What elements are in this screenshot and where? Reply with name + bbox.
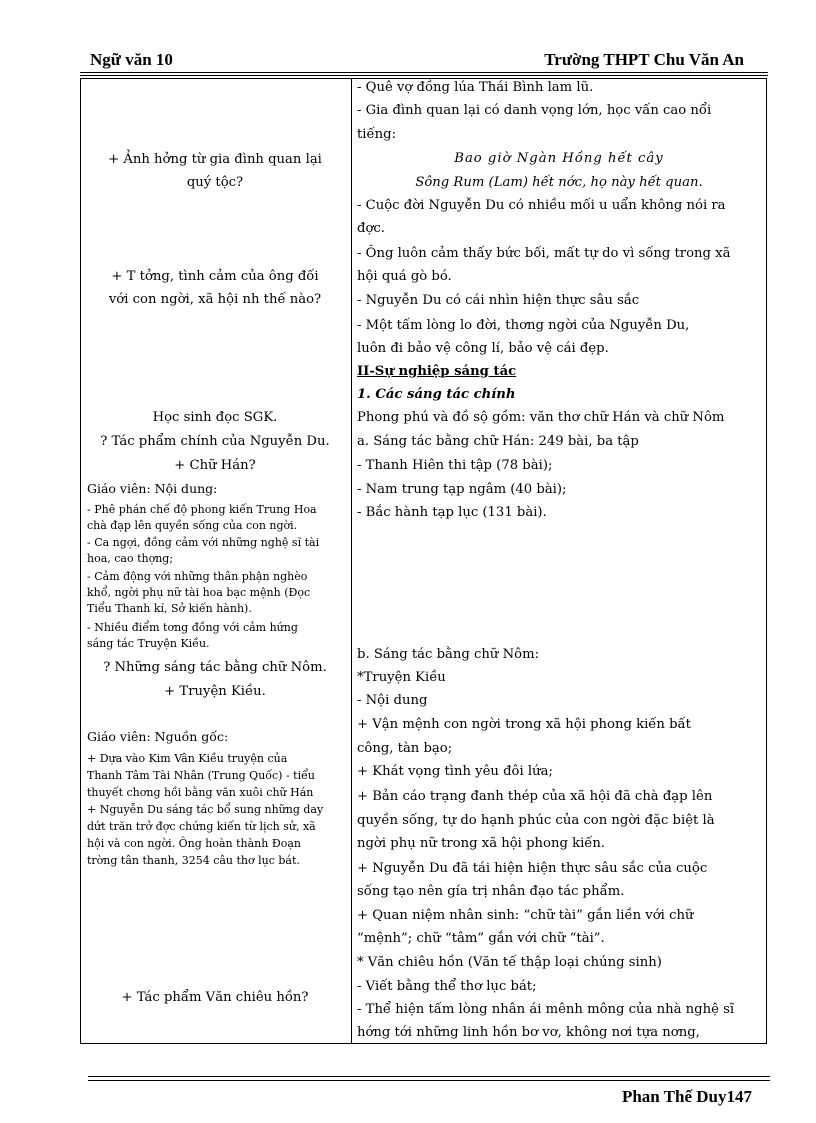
header-subject: Ngữ văn 10 <box>90 50 173 69</box>
header-school: Trường THPT Chu Văn An <box>544 50 744 69</box>
left-note-line: khổ, ngời phụ nữ tài hoa bạc mệnh (Đọc <box>87 586 311 599</box>
right-line: - Viết bằng thể thơ lục bát; <box>357 979 537 994</box>
right-line: tiếng: <box>357 127 397 142</box>
footer-rule-2 <box>88 1080 770 1081</box>
right-poem-line: Bao giờ Ngàn Hồng hết cây <box>454 151 664 166</box>
right-line: quyền sống, tự do hạnh phúc của con ngời đặc biệt là <box>357 813 715 828</box>
right-line: b. Sáng tác bằng chữ Nôm: <box>357 647 540 662</box>
left-origin-line: + Nguyễn Du sáng tác bổ sung những day <box>87 803 324 816</box>
right-line: hớng tới những linh hồn bơ vơ, không nơi tựa nơng, <box>357 1025 700 1040</box>
left-note-line: sáng tác Truyện Kiều. <box>87 637 210 650</box>
right-line: hội quá gò bó. <box>357 269 452 284</box>
right-line: - Nguyễn Du có cái nhìn hiện thực sâu sắc <box>357 293 640 308</box>
left-question-thought-2: với con ngời, xã hội nh thế nào? <box>108 292 322 307</box>
right-line: - Thể hiện tấm lòng nhân ái mênh mông của nhà nghệ sĩ <box>357 1002 735 1017</box>
footer-author-page: Phan Thế Duy147 <box>621 1087 752 1106</box>
right-line: - Nội dung <box>357 693 428 708</box>
left-note-line: Tiểu Thanh kí, Sở kiến hành). <box>87 602 252 615</box>
footer-rule <box>88 1076 770 1077</box>
right-line: * Văn chiêu hồn (Văn tế thập loại chúng sinh) <box>357 955 662 970</box>
left-origin-line: trờng tân thanh, 3254 câu thơ lục bát. <box>87 854 300 867</box>
left-chu-han: + Chữ Hán? <box>174 458 256 473</box>
left-teacher-content: Giáo viên: Nội dung: <box>87 481 218 496</box>
right-line: + Bản cáo trạng đanh thép của xã hội đã chà đạp lên <box>357 789 713 804</box>
right-poem-line: Sông Rum (Lam) hết nớc, họ này hết quan. <box>415 175 703 190</box>
left-note-line: hoa, cao thợng; <box>87 552 174 565</box>
left-truyen-kieu: + Truyện Kiều. <box>164 684 266 699</box>
right-line: a. Sáng tác bằng chữ Hán: 249 bài, ba tập <box>357 434 639 449</box>
left-note-line: - Phê phán chế độ phong kiến Trung Hoa <box>87 503 317 516</box>
right-line: công, tàn bạo; <box>357 741 453 756</box>
right-line: - Ông luôn cảm thấy bức bối, mất tự do vì sống trong xã <box>357 246 731 261</box>
right-line: - Thanh Hiên thi tập (78 bài); <box>357 458 553 473</box>
left-question-works: ? Tác phẩm chính của Nguyễn Du. <box>100 434 330 449</box>
left-note-line: - Nhiều điểm tơng đồng với cảm hứng <box>87 621 298 634</box>
right-line: - Bắc hành tạp lục (131 bài). <box>357 505 547 520</box>
right-line: + Khát vọng tình yêu đôi lứa; <box>357 764 553 779</box>
lesson-table <box>80 78 767 1044</box>
left-origin-line: dứt trăn trở đợc chứng kiến từ lịch sử, xã <box>87 820 316 833</box>
right-line: + Quan niệm nhân sinh: “chữ tài” gắn liền với chữ <box>357 908 694 923</box>
right-line: - Một tấm lòng lo đời, thơng ngời của Nguyễn Du, <box>357 318 690 333</box>
left-origin-line: hội và con ngời. Ông hoàn thành Đoạn <box>87 837 301 850</box>
subsection-heading: 1. Các sáng tác chính <box>357 387 516 402</box>
right-line: luôn đi bảo vệ công lí, bảo vệ cái đẹp. <box>357 341 609 356</box>
section-heading: II-Sự nghiệp sáng tác <box>357 364 517 379</box>
right-line: + Vận mệnh con ngời trong xã hội phong kiến bất <box>357 717 691 732</box>
left-question-family: + Ảnh hởng từ gia đình quan lại <box>108 152 322 167</box>
left-note-line: - Ca ngợi, đồng cảm với những nghệ sĩ tài <box>87 536 320 549</box>
right-line: - Nam trung tạp ngâm (40 bài); <box>357 482 567 497</box>
right-line: - Cuộc đời Nguyễn Du có nhiều mối u uẩn không nói ra <box>357 198 726 213</box>
left-question-nom: ? Những sáng tác bằng chữ Nôm. <box>103 660 327 675</box>
left-origin-line: Thanh Tâm Tài Nhân (Trung Quốc) - tiểu <box>87 769 315 782</box>
left-question-thought: + T tởng, tình cảm của ông đối <box>111 269 319 284</box>
left-teacher-origin: Giáo viên: Nguồn gốc: <box>87 729 229 744</box>
left-origin-line: thuyết chơng hồi bằng văn xuôi chữ Hán <box>87 786 314 799</box>
left-question-family-2: quý tộc? <box>186 175 244 190</box>
right-line: + Nguyễn Du đã tái hiện hiện thực sâu sắc của cuộc <box>357 861 708 876</box>
right-line: sống tạo nên gía trị nhân đạo tác phẩm. <box>357 884 625 899</box>
right-line: *Truyện Kiều <box>357 670 446 685</box>
left-instruction: Học sinh đọc SGK. <box>152 410 278 425</box>
right-line: Phong phú và đồ sộ gồm: văn thơ chữ Hán và chữ Nôm <box>357 410 725 425</box>
right-line: đợc. <box>357 221 385 236</box>
right-line: - Gia đình quan lại có danh vọng lớn, học vấn cao nổi <box>357 103 712 118</box>
left-question-van-chieu-hon: + Tác phẩm Văn chiêu hồn? <box>121 990 309 1005</box>
header-rule <box>80 72 768 73</box>
right-line: “mệnh”; chữ “tâm” gắn với chữ “tài”. <box>357 931 605 946</box>
left-origin-line: + Dựa vào Kim Vân Kiều truyện của <box>87 752 288 765</box>
right-line: ngời phụ nữ trong xã hội phong kiến. <box>357 836 606 851</box>
left-note-line: - Cảm động với những thân phận nghèo <box>87 570 308 583</box>
left-note-line: chà đạp lên quyền sống của con ngời. <box>87 519 298 532</box>
right-line: - Quê vợ đồng lúa Thái Bình lam lũ. <box>357 80 594 95</box>
